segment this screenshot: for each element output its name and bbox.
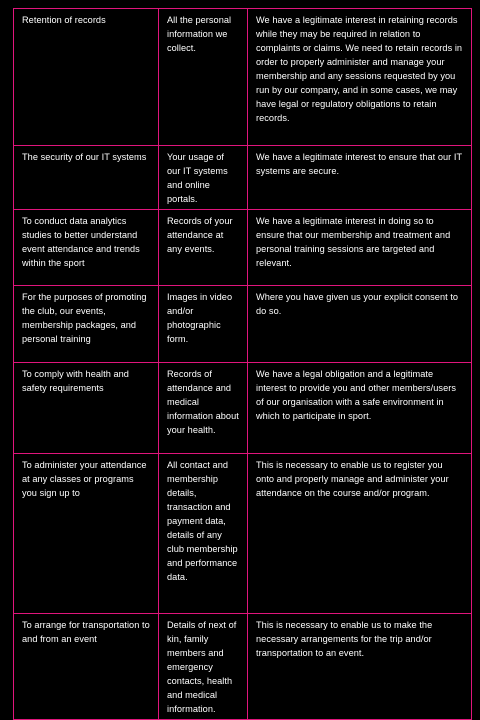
basis-cell: Where you have given us your explicit consent to do so. [248,286,472,363]
data-cell: Records of your attendance at any events. [159,210,248,286]
table-row [14,614,472,720]
data-cell: All contact and membership details, transaction and payment data, details of any club membership and performance data. [159,454,248,614]
purpose-cell: For the purposes of promoting the club, our events, membership packages, and personal training [14,286,159,363]
data-processing-table [13,8,472,720]
purpose-cell: To arrange for transportation to and from an event [14,614,159,720]
purpose-cell: The security of our IT systems [14,146,159,210]
basis-cell: We have a legitimate interest in doing so to ensure that our membership and treatment and personal training sessions are targeted and relevant. [248,210,472,286]
table-row [14,9,472,146]
data-cell: Images in video and/or photographic form. [159,286,248,363]
purpose-cell: Retention of records [14,9,159,146]
basis-cell: We have a legal obligation and a legitimate interest to provide you and other members/users of our organisation with a safe environment in which to participate in sport. [248,363,472,454]
data-cell: Your usage of our IT systems and online portals. [159,146,248,210]
basis-cell: This is necessary to enable us to register you onto and properly manage and administer your attendance on the course and/or program. [248,454,472,614]
purpose-cell: To administer your attendance at any classes or programs you sign up to [14,454,159,614]
table-row [14,454,472,614]
basis-cell: We have a legitimate interest to ensure that our IT systems are secure. [248,146,472,210]
table-row [14,363,472,454]
table-row [14,286,472,363]
table-row [14,210,472,286]
table-row [14,146,472,210]
data-cell: Details of next of kin, family members and emergency contacts, health and medical information. [159,614,248,720]
purpose-cell: To conduct data analytics studies to better understand event attendance and trends within the sport [14,210,159,286]
basis-cell: This is necessary to enable us to make the necessary arrangements for the trip and/or transportation to an event. [248,614,472,720]
basis-cell: We have a legitimate interest in retaining records while they may be required in relation to complaints or claims. We need to retain records in order to properly administer and manage your membership and any sessions requested by you run by our company, and in some cases, we may have legal or regulatory obligations to retain records. [248,9,472,146]
data-cell: All the personal information we collect. [159,9,248,146]
data-cell: Records of attendance and medical information about your health. [159,363,248,454]
purpose-cell: To comply with health and safety requirements [14,363,159,454]
